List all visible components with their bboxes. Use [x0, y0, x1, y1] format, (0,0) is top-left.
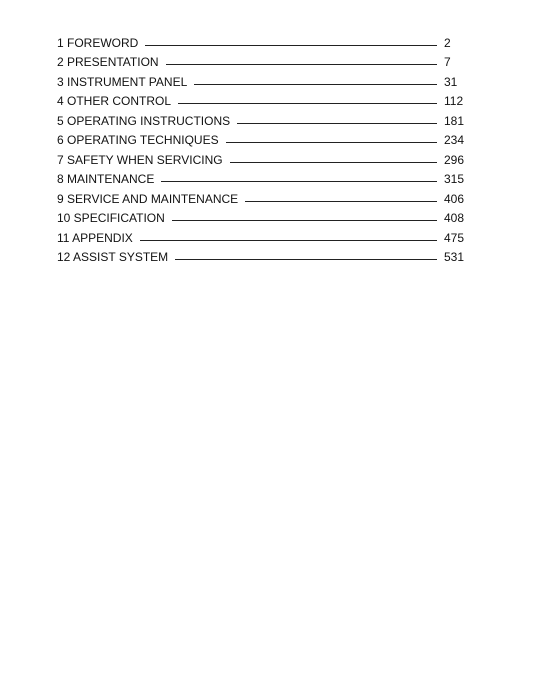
toc-entry-page: 2	[444, 35, 451, 50]
toc-entry-page: 112	[444, 94, 464, 108]
toc-entry[interactable]	[57, 167, 472, 187]
toc-leader-line	[245, 200, 437, 202]
toc-entry-title: 6 OPERATING TECHNIQUES	[57, 133, 219, 147]
toc-entry[interactable]	[57, 128, 472, 148]
toc-entry-title: 2 PRESENTATION	[57, 55, 159, 69]
toc-entry-page: 296	[444, 152, 465, 167]
toc-entry[interactable]	[57, 89, 472, 109]
toc-entry[interactable]	[57, 245, 472, 265]
toc-leader-line	[166, 63, 437, 65]
toc-entry-title: 9 SERVICE AND MAINTENANCE	[57, 191, 239, 206]
toc-entry-title: 10 SPECIFICATION	[57, 211, 165, 225]
toc-leader-line	[230, 161, 437, 163]
toc-entry[interactable]	[57, 225, 472, 245]
toc-leader-line	[175, 258, 437, 260]
toc-leader-line	[178, 102, 437, 104]
toc-entry-title: 5 OPERATING INSTRUCTIONS	[57, 113, 231, 128]
toc-leader-line	[161, 180, 437, 182]
toc-entry-title: 7 SAFETY WHEN SERVICING	[57, 152, 223, 167]
toc-entry[interactable]	[57, 147, 472, 167]
toc-entry-page: 315	[444, 172, 465, 186]
toc-entry-page: 531	[444, 250, 465, 264]
toc-entry-title: 8 MAINTENANCE	[57, 172, 155, 186]
toc-entry-title: 4 OTHER CONTROL	[57, 94, 172, 108]
toc-entry-page: 181	[444, 113, 465, 128]
toc-entry-title: 3 INSTRUMENT PANEL	[57, 74, 188, 89]
table-of-contents	[57, 30, 472, 264]
toc-entry[interactable]	[57, 30, 472, 50]
toc-leader-line	[140, 239, 437, 241]
toc-entry[interactable]	[57, 69, 472, 89]
toc-entry-title: 12 ASSIST SYSTEM	[57, 250, 169, 264]
toc-leader-line	[172, 219, 437, 221]
toc-entry[interactable]	[57, 206, 472, 226]
toc-entry-page: 31	[444, 74, 458, 89]
toc-entry-page: 7	[444, 55, 451, 69]
toc-leader-line	[226, 141, 437, 143]
toc-entry[interactable]	[57, 186, 472, 206]
toc-entry-page: 234	[444, 133, 465, 147]
toc-leader-line	[237, 122, 437, 124]
toc-entry-page: 408	[444, 211, 465, 225]
toc-entry-page: 475	[444, 230, 465, 245]
toc-entry-title: 1 FOREWORD	[57, 35, 139, 50]
toc-entry-page: 406	[444, 191, 465, 206]
toc-leader-line	[194, 83, 437, 85]
toc-entry[interactable]	[57, 108, 472, 128]
toc-entry[interactable]	[57, 50, 472, 70]
toc-leader-line	[145, 44, 437, 46]
toc-entry-title: 11 APPENDIX	[57, 230, 133, 245]
